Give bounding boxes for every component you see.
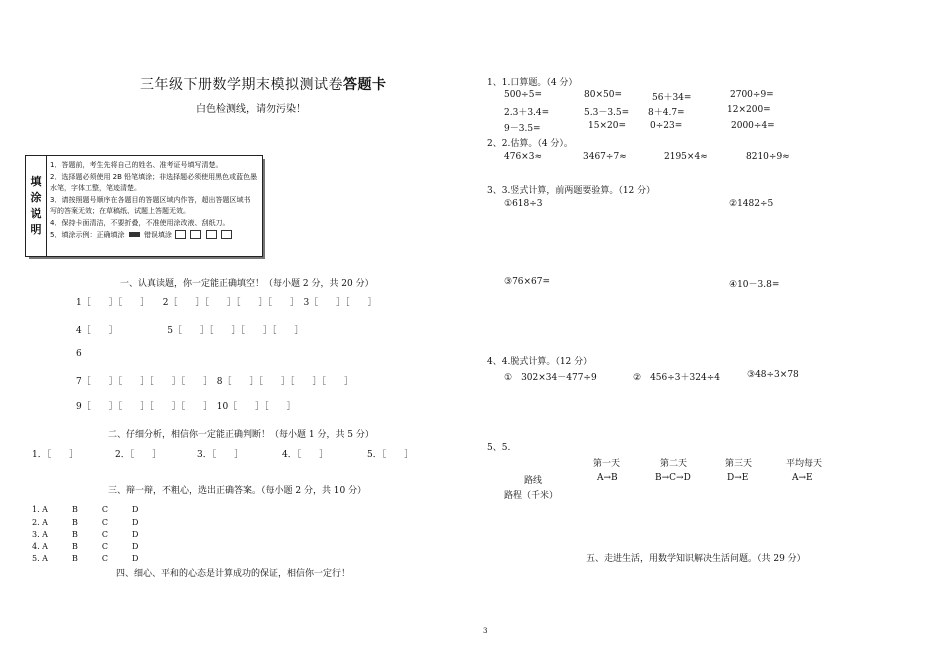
choice-row-3: 3. A B C D <box>32 530 139 539</box>
title-bold: 答题卡 <box>343 77 387 93</box>
q1-r2-c1: 2.3＋3.4= <box>504 108 550 118</box>
q1-r3-c2: 15×20= <box>588 121 626 131</box>
q5-route-2: B→C→D <box>655 473 691 483</box>
instruction-box <box>25 155 263 257</box>
q1-r1-c1: 500÷5= <box>504 90 542 100</box>
section1-row-2: 4［ ］ 5［ ］［ ］［ ］［ ］ <box>76 326 304 336</box>
section1-row-5: 9［ ］［ ］［ ］［ ］ 10［ ］［ ］ <box>76 402 296 412</box>
section2-heading: 二、仔细分析，相信你一定能正确判断！（每小题 1 分，共 5 分） <box>108 430 374 440</box>
q1-r3-c3: 0÷23= <box>650 121 683 131</box>
q4-item-1: ① 302×34－477÷9 <box>504 373 597 383</box>
q5-header-day2: 第二天 <box>660 459 688 469</box>
q5-route-label: 路线 <box>524 476 543 486</box>
choice-row-2: 2. A B C D <box>32 518 139 527</box>
q1-heading: 1、1.口算题。（4 分） <box>487 78 578 88</box>
section4-heading: 四、细心、平和的心态是计算成功的保证，相信你一定行！ <box>116 569 351 579</box>
subtitle: 白色检测线，请勿污染！ <box>196 104 306 115</box>
page-title <box>140 74 387 94</box>
q1-r1-c2: 80×50= <box>584 90 622 100</box>
q5-heading: 5、5. <box>487 443 511 453</box>
q5-route-3: D→E <box>727 473 749 483</box>
judge-item-2: 2．［ ］ <box>115 450 162 460</box>
q1-r2-c4: 12×200= <box>727 105 771 115</box>
q2-item-2: 3467÷7≈ <box>583 152 627 162</box>
section5-heading: 五、走进生活，用数学知识解决生活问题。（共 29 分） <box>586 554 806 564</box>
q5-header-day3: 第三天 <box>725 459 753 469</box>
title-main: 三年级下册数学期末模拟测试卷 <box>140 77 343 93</box>
q5-route-4: A→E <box>792 473 813 483</box>
q3-item-4: ④10－3.8= <box>729 280 780 290</box>
q3-item-1: ①618÷3 <box>504 199 543 209</box>
q1-r3-c4: 2000÷4= <box>731 121 775 131</box>
choice-row-5: 5. A B C D <box>32 554 139 563</box>
q3-heading: 3、3.竖式计算，前两题要验算。（12 分） <box>487 186 656 196</box>
choice-row-1: 1. A B C D <box>32 505 139 514</box>
q2-item-1: 476×3≈ <box>504 152 542 162</box>
instruction-text: 1．答题前，考生先将自己的姓名、准考证号填写清楚。 2．选择题必须使用 2B 铅笔填涂；非选择题必须使用黑色或蓝色墨 水笔，字体工整，笔迹清楚。 3．请按照题号顺序在各题目的答题区域内作答，超出答题区域书 写的答案无效；在草稿纸、试题上答题无效。 4．保持卡面清洁，不要折叠，不准使用涂改液、刮纸刀。 5．填涂示例：正确填涂 错误填涂 <box>50 160 257 241</box>
judge-item-4: 4．［ ］ <box>282 450 329 460</box>
q4-item-2: ② 456÷3＋324÷4 <box>633 373 720 383</box>
q1-r1-c3: 56＋34= <box>652 93 692 103</box>
fill-example-line: 5．填涂示例：正确填涂 错误填涂 <box>50 230 257 242</box>
section1-row-3: 6 <box>76 349 82 359</box>
choice-row-4: 4. A B C D <box>32 542 139 551</box>
q5-header-average: 平均每天 <box>786 459 823 469</box>
section1-heading: 一、认真读题，你一定能正确填空！（每小题 2 分，共 20 分） <box>120 279 374 289</box>
q4-heading: 4、4.脱式计算。（12 分） <box>487 357 593 367</box>
q5-header-day1: 第一天 <box>593 459 621 469</box>
q3-item-2: ②1482÷5 <box>729 199 774 209</box>
q1-r1-c4: 2700÷9= <box>730 90 774 100</box>
q2-item-3: 2195×4≈ <box>664 152 708 162</box>
judge-item-3: 3．［ ］ <box>197 450 244 460</box>
q3-item-3: ③76×67= <box>504 277 551 287</box>
section1-row-1: 1［ ］［ ］ 2［ ］［ ］［ ］［ ］ 3［ ］［ ］ <box>76 298 377 308</box>
dash-mark-icon <box>206 230 217 239</box>
instruction-label: 填 涂 说 明 <box>26 156 47 256</box>
q1-r2-c3: 8＋4.7= <box>648 108 685 118</box>
q4-item-3: ③48÷3×78 <box>747 370 799 380</box>
check-mark-icon <box>175 230 186 239</box>
cross-mark-icon <box>190 230 201 239</box>
q5-distance-label: 路程（千米） <box>504 491 559 501</box>
partial-fill-icon <box>221 230 232 239</box>
page-number: 3 <box>483 627 488 635</box>
q1-r3-c1: 9－3.5= <box>504 124 541 134</box>
section1-row-4: 7［ ］［ ］［ ］［ ］ 8［ ］［ ］［ ］［ ］ <box>76 377 353 387</box>
correct-fill-icon <box>129 232 140 237</box>
judge-item-5: 5．［ ］ <box>367 450 414 460</box>
judge-item-1: 1．［ ］ <box>32 450 79 460</box>
q5-route-1: A→B <box>597 473 618 483</box>
q2-item-4: 8210÷9≈ <box>746 152 790 162</box>
section3-heading: 三、辩一辩，不粗心，选出正确答案。（每小题 2 分，共 10 分） <box>108 486 367 496</box>
q1-r2-c2: 5.3－3.5= <box>584 108 630 118</box>
q2-heading: 2、2.估算。（4 分）。 <box>487 139 573 149</box>
